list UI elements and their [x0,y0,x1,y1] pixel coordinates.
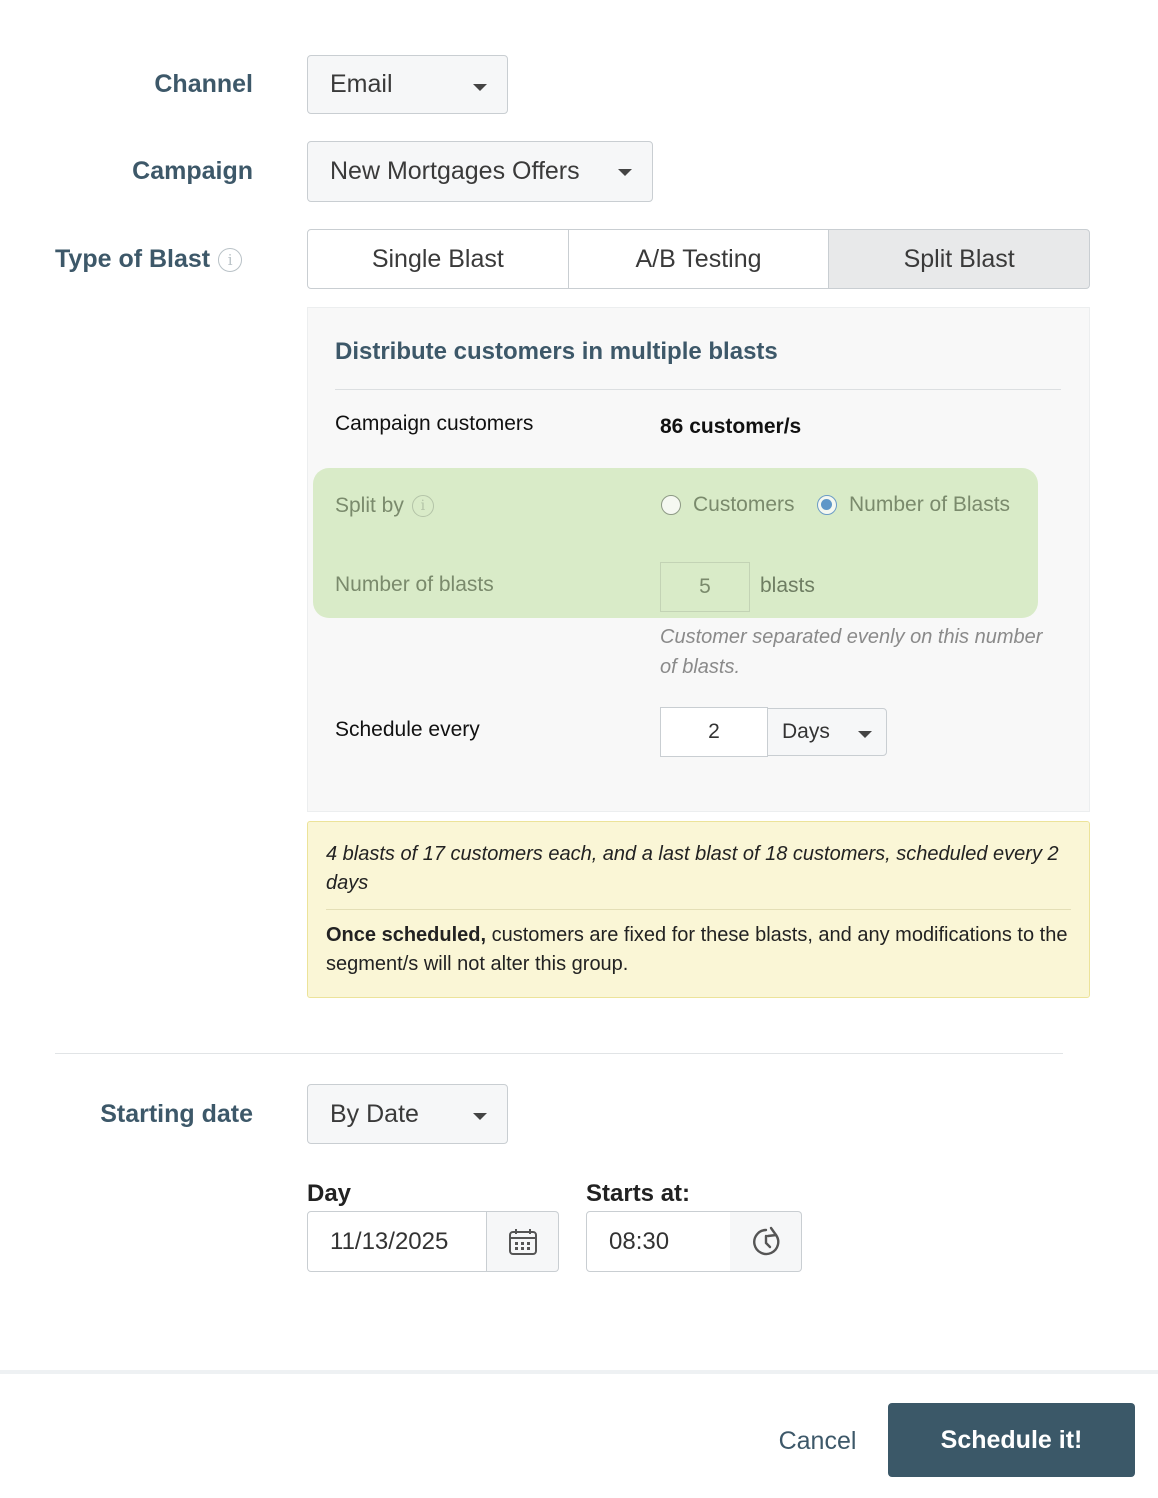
split-by-blasts-label[interactable]: Number of Blasts [849,493,1011,516]
campaign-select-value: New Mortgages Offers [330,157,580,185]
schedule-every-input[interactable]: 2 [660,707,768,757]
blast-type-segmented-control [307,229,1090,289]
chevron-down-icon [473,1113,487,1120]
calendar-button[interactable] [487,1211,559,1272]
blast-type-label-text: Type of Blast [55,245,211,273]
split-help-text: Customer separated evenly on this number of blasts. [660,626,1043,678]
campaign-label: Campaign [132,157,253,185]
info-icon[interactable]: i [412,495,434,517]
split-by-label [335,494,434,518]
schedule-every-unit-select[interactable] [767,708,887,756]
starting-date-mode-value: By Date [330,1099,419,1128]
split-by-blasts-radio[interactable] [817,495,837,515]
starting-date-label: Starting date [100,1100,253,1128]
number-of-blasts-label: Number of blasts [335,573,494,596]
schedule-button[interactable]: Schedule it! [888,1403,1135,1477]
number-of-blasts-unit: blasts [760,574,815,597]
number-of-blasts-input[interactable]: 5 [660,562,750,612]
notice-divider [326,909,1071,910]
blast-type-label [55,245,242,274]
chevron-down-icon [473,84,487,91]
channel-select[interactable] [307,55,508,114]
info-icon[interactable]: i [218,248,242,272]
chevron-down-icon [618,169,632,176]
campaign-customers-label: Campaign customers [335,412,534,435]
split-by-label-text: Split by [335,494,404,517]
panel-divider [335,389,1061,390]
channel-select-value: Email [330,70,393,98]
split-warning-bold: Once scheduled, [326,924,487,946]
footer-divider [0,1370,1158,1374]
split-panel-title: Distribute customers in multiple blasts [335,338,778,365]
split-warning-text [326,921,1076,979]
blast-type-ab-testing[interactable]: A/B Testing [568,229,830,289]
starting-date-mode-select[interactable] [307,1084,508,1144]
split-by-customers-radio[interactable] [661,495,681,515]
schedule-every-unit-value: Days [782,720,830,743]
section-divider [55,1053,1063,1054]
split-by-customers-label[interactable]: Customers [693,493,795,516]
time-input[interactable]: 08:30 [586,1211,731,1272]
blast-type-single-blast[interactable]: Single Blast [307,229,569,289]
split-warning-rest: customers are fixed for these blasts, and any modifications to the segment/s will not alter this group. [326,924,1068,975]
channel-label: Channel [154,70,253,98]
calendar-icon [508,1227,538,1257]
split-summary-text: 4 blasts of 17 customers each, and a last blast of 18 customers, scheduled every 2 days [326,843,1059,894]
day-input[interactable]: 11/13/2025 [307,1211,487,1272]
day-label: Day [307,1180,352,1207]
cancel-button[interactable]: Cancel [778,1426,857,1455]
campaign-select[interactable] [307,141,653,202]
clock-button[interactable] [730,1211,802,1272]
campaign-customers-value: 86 customer/s [660,415,802,438]
chevron-down-icon [858,731,872,738]
clock-icon [750,1226,782,1258]
starts-at-label: Starts at: [586,1180,691,1207]
schedule-every-label: Schedule every [335,718,480,741]
blast-type-split-blast[interactable]: Split Blast [828,229,1090,289]
